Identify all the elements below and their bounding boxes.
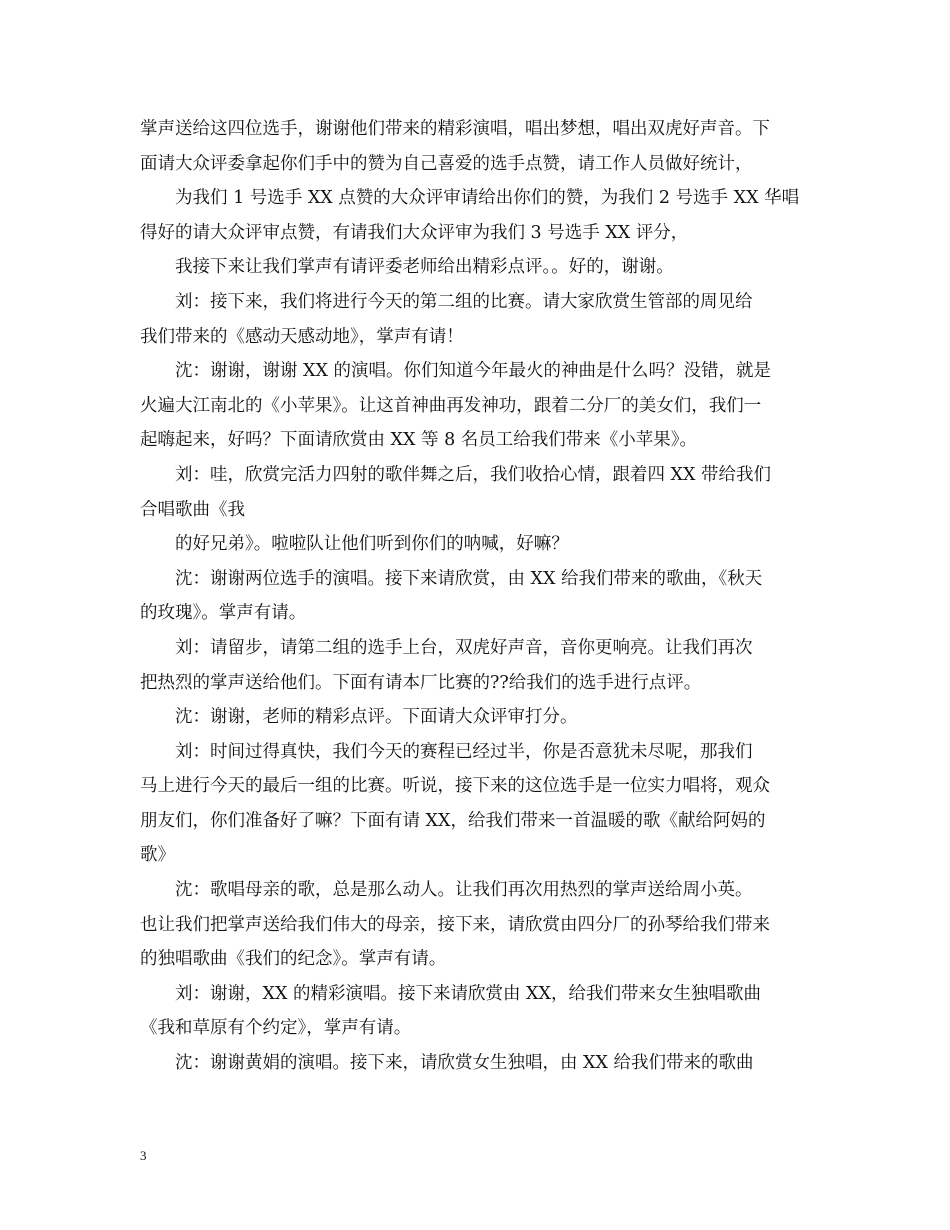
text-line: 刘：接下来，我们将进行今天的第二组的比赛。请大家欣赏生管部的周见给 — [175, 291, 753, 312]
text-line: 的玫瑰》。掌声有请。 — [140, 603, 307, 624]
text-line: 起嗨起来，好吗？下面请欣赏由 XX 等 8 名员工给我们带来《小苹果》。 — [140, 430, 698, 451]
text-line: 掌声送给这四位选手，谢谢他们带来的精彩演唱，唱出梦想，唱出双虎好声音。下 — [140, 119, 770, 139]
text-line: 歌》 — [140, 845, 175, 866]
text-line: 也让我们把掌声送给我们伟大的母亲，接下来，请欣赏由四分厂的孙琴给我们带来 — [140, 914, 770, 935]
text-line: 沈：谢谢，老师的精彩点评。下面请大众评审打分。 — [175, 707, 578, 728]
text-line: 合唱歌曲《我 — [140, 499, 245, 520]
text-line: 马上进行今天的最后一组的比赛。听说，接下来的这位选手是一位实力唱将，观众 — [140, 776, 770, 797]
text-line: 刘：谢谢，XX 的精彩演唱。接下来请欣赏由 XX，给我们带来女生独唱歌曲 — [175, 983, 761, 1004]
text-line: 我接下来让我们掌声有请评委老师给出精彩点评。。好的，谢谢。 — [175, 257, 674, 278]
text-line: 沈：谢谢两位选手的演唱。接下来请欣赏，由 XX 给我们带来的歌曲，《秋天 — [175, 568, 763, 589]
body-text — [140, 112, 820, 1081]
page-number: 3 — [140, 1148, 147, 1163]
text-line: 沈：谢谢黄娟的演唱。接下来，请欣赏女生独唱，由 XX 给我们带来的歌曲 — [175, 1053, 754, 1074]
text-line: 火遍大江南北的《小苹果》。让这首神曲再发神功，跟着二分厂的美女们，我们一 — [140, 395, 762, 416]
text-line: 为我们 1 号选手 XX 点赞的大众评审请给出你们的赞，为我们 2 号选手 XX 华唱 — [175, 188, 800, 209]
text-line: 沈：歌唱母亲的歌，总是那么动人。让我们再次用热烈的掌声送给周小英。 — [175, 880, 753, 901]
text-line: 得好的请大众评审点赞，有请我们大众评审为我们 3 号选手 XX 评分， — [140, 222, 689, 243]
text-line: 沈：谢谢，谢谢 XX 的演唱。你们知道今年最火的神曲是什么吗？没错，就是 — [175, 361, 772, 382]
text-line: 《我和草原有个约定》，掌声有请。 — [140, 1018, 412, 1039]
text-line: 把热烈的掌声送给他们。下面有请本厂比赛的??给我们的选手进行点评。 — [140, 672, 702, 693]
text-line: 我们带来的《感动天感动地》，掌声有请！ — [140, 326, 464, 347]
text-line: 刘：哇，欣赏完活力四射的歌伴舞之后，我们收拾心情，跟着四 XX 带给我们 — [175, 464, 772, 485]
text-line: 刘：请留步，请第二组的选手上台，双虎好声音，音你更响亮。让我们再次 — [175, 637, 753, 658]
text-line: 面请大众评委拿起你们手中的赞为自己喜爱的选手点赞，请工作人员做好统计， — [140, 153, 753, 174]
text-line: 朋友们，你们准备好了嘛？下面有请 XX，给我们带来一首温暖的歌《献给阿妈的 — [140, 810, 766, 831]
text-line: 的独唱歌曲《我们的纪念》。掌声有请。 — [140, 949, 447, 970]
text-line: 刘：时间过得真快，我们今天的赛程已经过半，你是否意犹未尽呢，那我们 — [175, 741, 753, 762]
text-line: 的好兄弟》。啦啦队让他们听到你们的呐喊，好嘛？ — [175, 534, 569, 555]
